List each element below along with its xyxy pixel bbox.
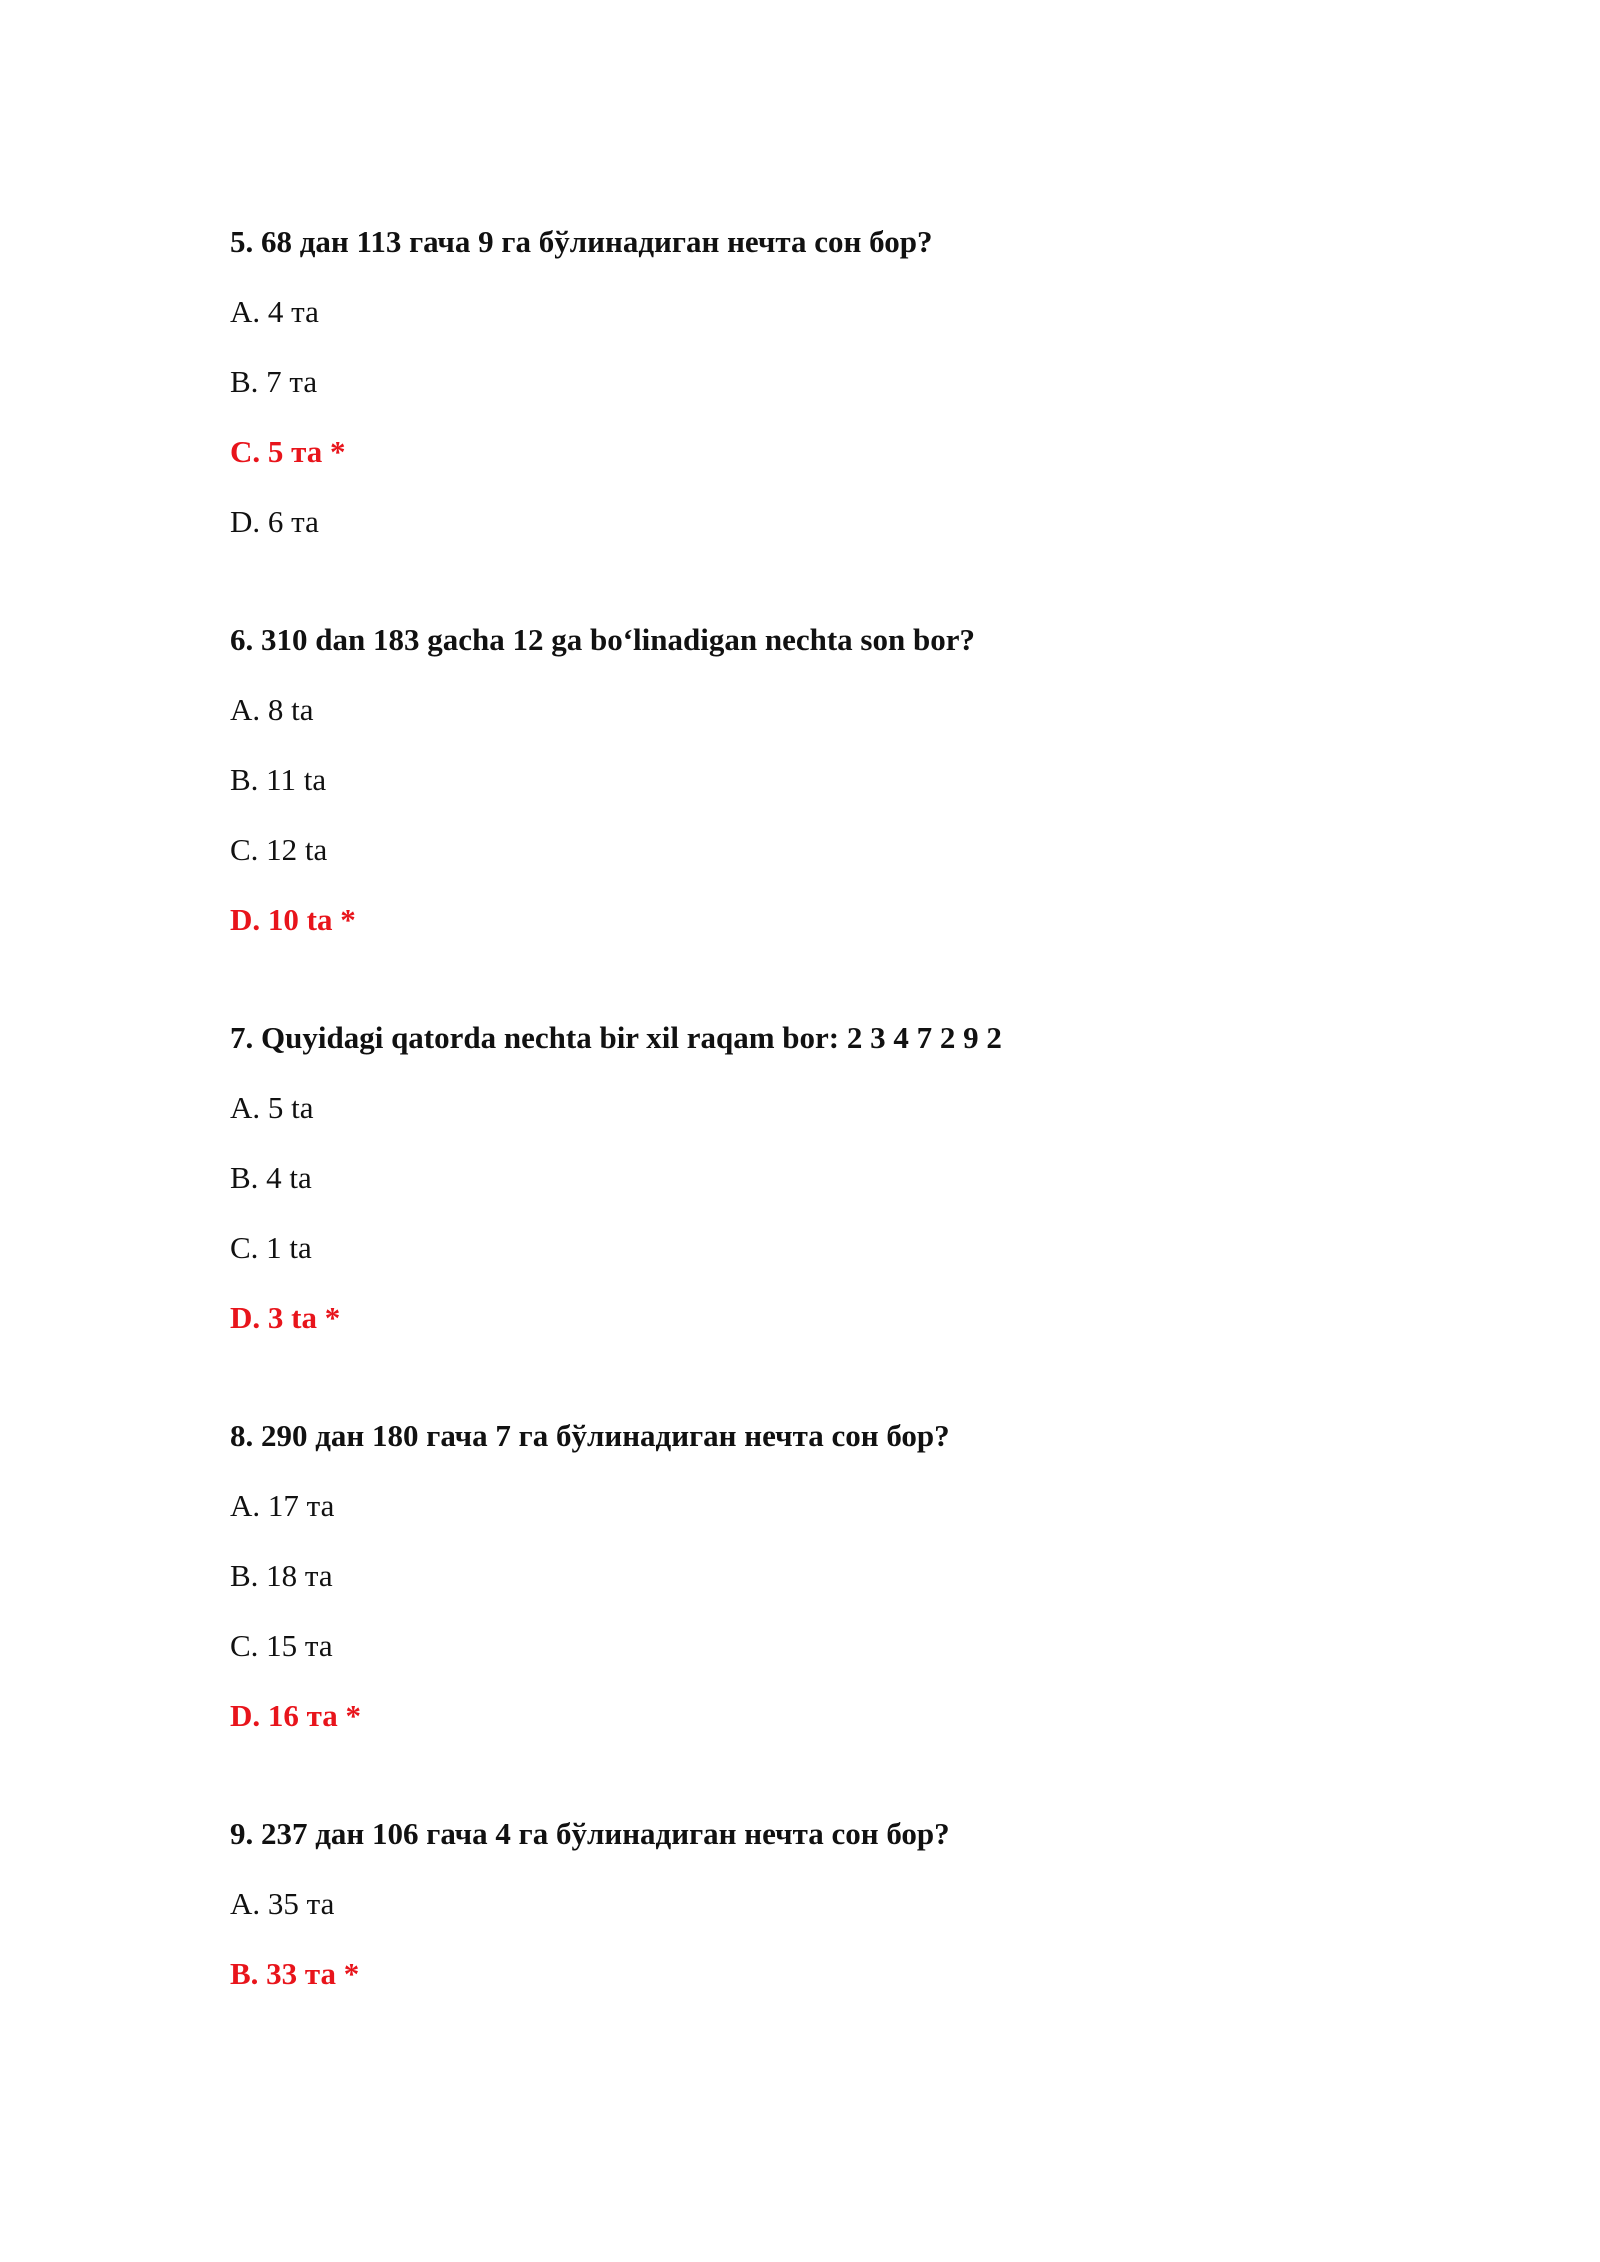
question-text: 9. 237 дан 106 гача 4 га бўлинадиган нечта сон бор? [230, 1816, 950, 1851]
option-a: A. 35 та [230, 1886, 335, 1921]
question-block-5 [230, 218, 1430, 546]
option-a: A. 8 ta [230, 692, 314, 727]
option-c: C. 1 ta [230, 1230, 312, 1265]
option-b: B. 4 ta [230, 1160, 312, 1195]
option-b-correct: B. 33 та * [230, 1956, 360, 1991]
option-a: A. 4 та [230, 294, 319, 329]
question-block-8 [230, 1412, 1430, 1740]
option-b: B. 7 та [230, 364, 318, 399]
question-text: 7. Quyidagi qatorda nechta bir xil raqam bor: 2 3 4 7 2 9 2 [230, 1020, 1002, 1055]
option-c-correct: C. 5 та * [230, 434, 346, 469]
option-c: C. 12 ta [230, 832, 328, 867]
question-text: 8. 290 дан 180 гача 7 га бўлинадиган нечта сон бор? [230, 1418, 950, 1453]
option-d-correct: D. 10 ta * [230, 902, 356, 937]
option-d-correct: D. 16 та * [230, 1698, 361, 1733]
option-d: D. 6 та [230, 504, 319, 539]
question-block-9 [230, 1810, 1430, 1998]
question-text: 5. 68 дан 113 гача 9 га бўлинадиган нечта сон бор? [230, 224, 933, 259]
option-c: C. 15 та [230, 1628, 333, 1663]
option-b: B. 18 та [230, 1558, 333, 1593]
option-b: B. 11 ta [230, 762, 327, 797]
question-block-6 [230, 616, 1430, 944]
document-page [230, 218, 1430, 1998]
option-d-correct: D. 3 ta * [230, 1300, 341, 1335]
option-a: A. 5 ta [230, 1090, 314, 1125]
question-text: 6. 310 dan 183 gacha 12 ga bo‘linadigan nechta son bor? [230, 622, 975, 657]
question-block-7 [230, 1014, 1430, 1342]
option-a: A. 17 та [230, 1488, 335, 1523]
